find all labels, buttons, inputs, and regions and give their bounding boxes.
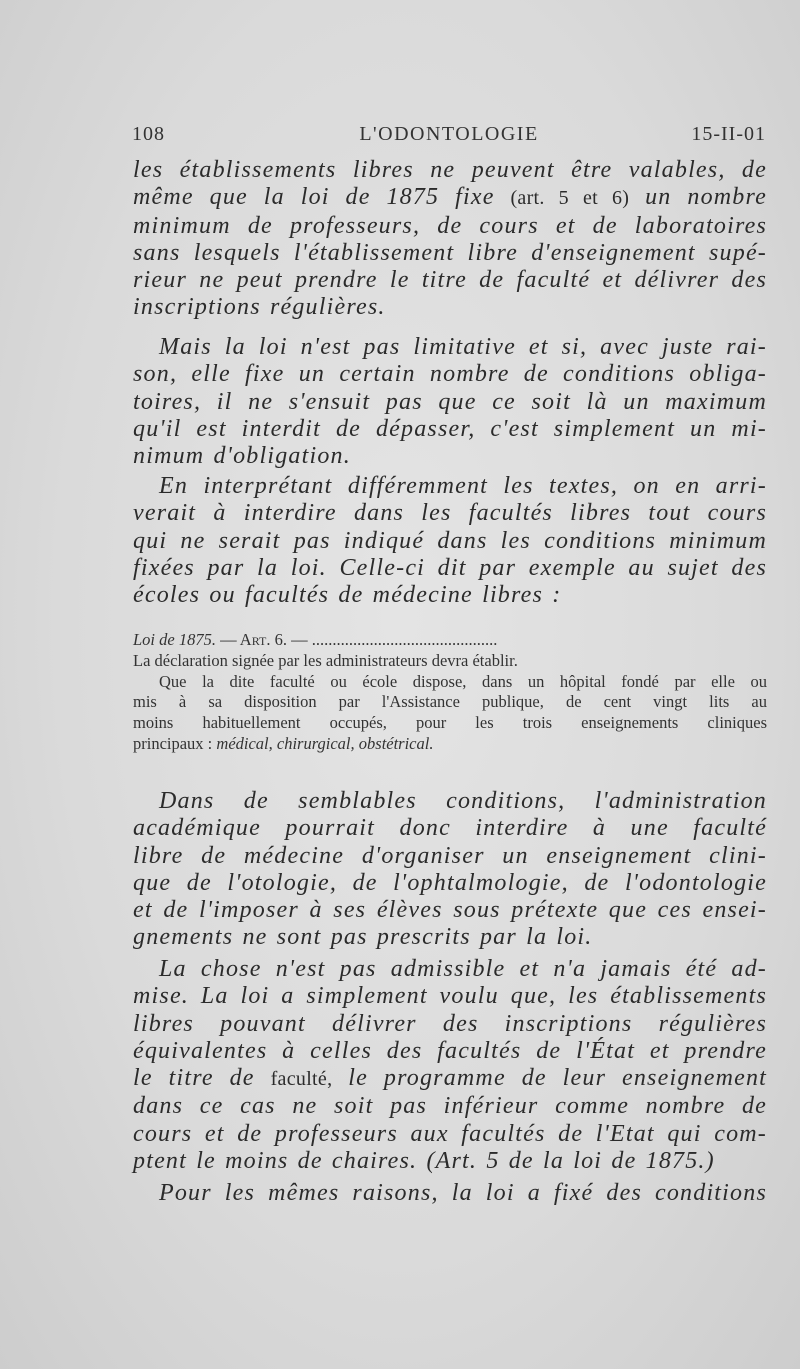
running-header: [132, 123, 766, 149]
text-line: gnements ne sont pas prescrits par la loi.: [133, 924, 593, 951]
text-line: minimum de professeurs, de cours et de laboratoires: [133, 212, 767, 239]
text-line: dans ce cas ne soit pas inférieur comme nombre de: [133, 1093, 767, 1120]
quote-line: mis à sa disposition par l'Assistance publique, de cent vingt lits au: [133, 692, 767, 712]
paragraph-3: [133, 473, 767, 609]
paragraph-1: [133, 157, 767, 322]
text-line: écoles ou facultés de médecine libres :: [133, 582, 562, 609]
text-line: ptent le moins de chaires. (Art. 5 de la loi de 1875.): [133, 1148, 715, 1175]
text-line: sans lesquels l'établissement libre d'enseignement supé-: [133, 239, 767, 266]
text-line: inscriptions régulières.: [133, 294, 386, 321]
paragraph-2: [133, 334, 767, 470]
legal-quotation: [133, 630, 767, 755]
issue-date: 15-II-01: [691, 123, 766, 145]
text-line: Dans de semblables conditions, l'administration: [159, 788, 767, 814]
text-line: En interprétant différemment les textes, on en arri-: [159, 473, 767, 499]
quote-line: principaux : médical, chirurgical, obstétrical.: [133, 733, 434, 753]
text-line: verait à interdire dans les facultés libres tout cours: [133, 500, 767, 527]
text-line: son, elle fixe un certain nombre de conditions obliga-: [133, 361, 767, 388]
text-line: même que la loi de 1875 fixe (art. 5 et 6) un nombre: [133, 184, 768, 211]
text-line: que de l'otologie, de l'ophtalmologie, de l'odontologie: [133, 869, 767, 896]
text-line: libre de médecine d'organiser un enseignement clini-: [133, 842, 767, 869]
text-line: et de l'imposer à ses élèves sous prétexte que ces ensei-: [133, 897, 767, 924]
page-number: 108: [132, 123, 165, 145]
text-line: qu'il est interdit de dépasser, c'est simplement un mi-: [133, 415, 767, 442]
text-line: fixées par la loi. Celle-ci dit par exemple au sujet des: [133, 554, 767, 581]
text-line: Pour les mêmes raisons, la loi a fixé des conditions: [159, 1180, 767, 1206]
paragraph-5: [133, 956, 767, 1175]
quote-line: La déclaration signée par les administrateurs devra établir.: [133, 650, 518, 670]
text-line: qui ne serait pas indiqué dans les conditions minimum: [133, 527, 767, 554]
text-line: nimum d'obligation.: [133, 443, 351, 470]
quote-line: moins habituellement occupés, pour les trois enseignements cliniques: [133, 713, 767, 733]
journal-title: L'ODONTOLOGIE: [359, 123, 539, 145]
text-line: académique pourrait donc interdire à une faculté: [133, 815, 767, 842]
text-line: toires, il ne s'ensuit pas que ce soit là un maximum: [133, 388, 767, 415]
quote-heading: Loi de 1875. — Art. 6. — .............................................: [133, 630, 498, 649]
paragraph-6: [133, 1180, 767, 1207]
text-line: équivalentes à celles des facultés de l'État et prendre: [133, 1037, 767, 1064]
text-line: cours et de professeurs aux facultés de l'Etat qui com-: [133, 1120, 767, 1147]
text-line: le titre de faculté, le programme de leur enseignement: [133, 1065, 768, 1092]
paragraph-4: [133, 788, 767, 952]
text-line: Mais la loi n'est pas limitative et si, avec juste rai-: [159, 334, 767, 360]
text-line: les établissements libres ne peuvent être valables, de: [133, 157, 767, 183]
quote-line: Que la dite faculté ou école dispose, dans un hôpital fondé par elle ou: [159, 671, 767, 691]
text-line: mise. La loi a simplement voulu que, les établissements: [133, 983, 767, 1010]
text-line: libres pouvant délivrer des inscriptions régulières: [133, 1010, 767, 1037]
text-line: La chose n'est pas admissible et n'a jamais été ad-: [159, 956, 767, 982]
text-line: rieur ne peut prendre le titre de faculté et délivrer des: [133, 267, 767, 294]
